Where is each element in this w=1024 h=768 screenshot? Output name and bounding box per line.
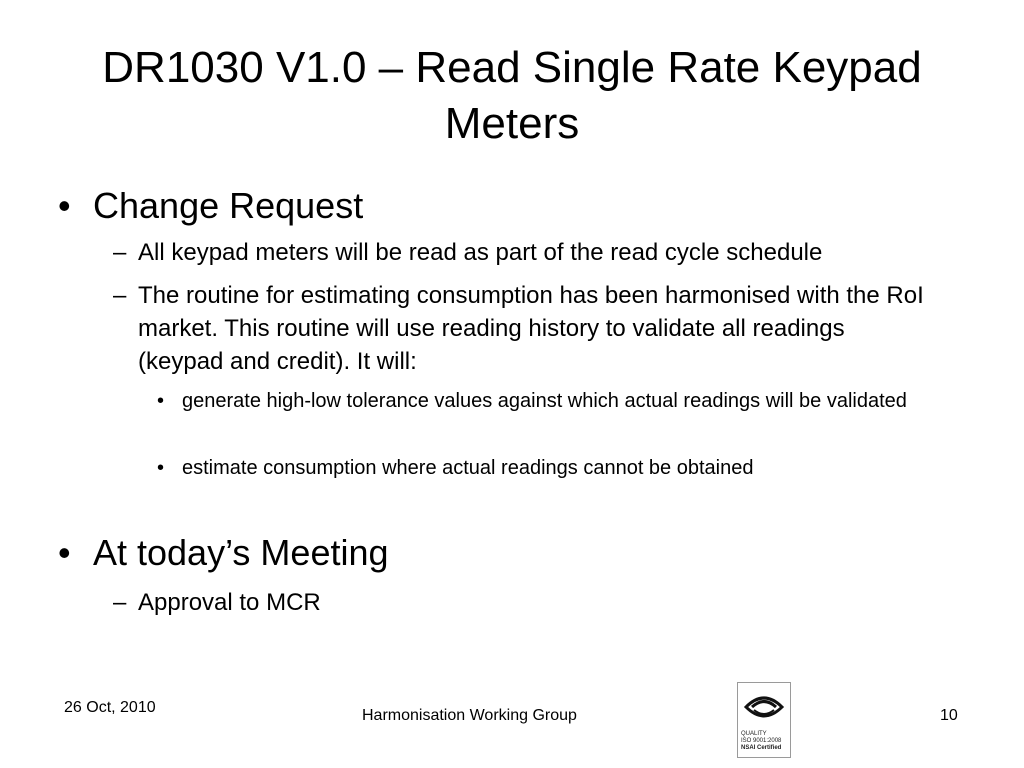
sub-bullet-text: Approval to MCR: [138, 589, 321, 616]
dash-marker: –: [113, 282, 127, 309]
bullet-marker: •: [58, 185, 71, 226]
sub-bullet-text: The routine for estimating consumption has been harmonised with the RoI market. This routine will use reading history to validate all readings (keypad and credit). It will:: [138, 282, 924, 375]
logo-certified-text: NSAI Certified: [741, 745, 782, 751]
bullet-marker: •: [157, 457, 165, 479]
dash-marker: –: [113, 239, 127, 266]
sub-bullet-text: All keypad meters will be read as part of the read cycle schedule: [138, 239, 823, 266]
bullet-text: Change Request: [93, 185, 364, 226]
slide-title: DR1030 V1.0 – Read Single Rate Keypad Meters: [102, 43, 922, 148]
nsai-certification-logo: [737, 682, 791, 758]
sub-sub-bullet-text: estimate consumption where actual readings cannot be obtained: [182, 457, 754, 479]
bullet-text: At today’s Meeting: [93, 532, 389, 573]
nsai-quality-eye-icon: [738, 683, 790, 729]
sub-sub-bullet-text: generate high-low tolerance values against which actual readings will be validated: [182, 390, 907, 412]
footer-date: 26 Oct, 2010: [64, 699, 156, 716]
bullet-marker: •: [58, 532, 71, 573]
footer-center-text: Harmonisation Working Group: [362, 707, 577, 724]
bullet-marker: •: [157, 390, 165, 412]
page-number: 10: [940, 707, 958, 724]
dash-marker: –: [113, 589, 127, 616]
logo-iso-text: ISO 9001:2008: [741, 738, 782, 744]
logo-quality-text: QUALITY: [741, 731, 767, 737]
